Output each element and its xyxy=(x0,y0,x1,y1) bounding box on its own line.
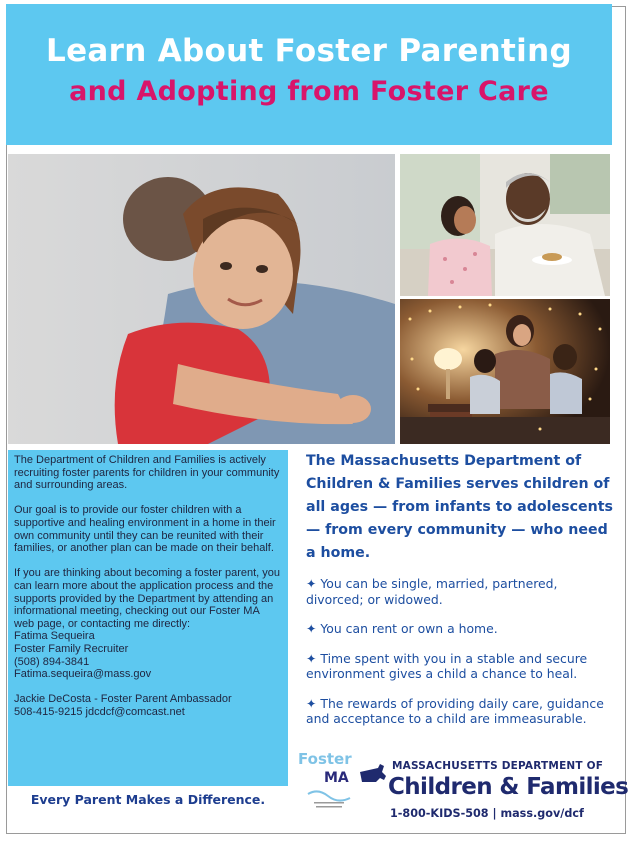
dcf-logo-state: MASSACHUSETTS DEPARTMENT OF xyxy=(392,760,604,772)
list-item xyxy=(306,651,614,682)
man-hugging-boy-photo xyxy=(8,154,395,444)
benefits-list xyxy=(306,576,614,741)
foster-ma-logo-mark-icon xyxy=(304,790,354,810)
bullet-text: The rewards of providing daily care, guidance and acceptance to a child are immeasurable. xyxy=(306,695,604,726)
info-paragraph-goal: Our goal is to provide our foster children with a supportive and healing environment in a home in their own community until they can be reunited with their families, or another plan can be made on their behalf. xyxy=(14,504,276,555)
headline-line-2: and Adopting from Foster Care xyxy=(69,76,549,107)
intro-statement: The Massachusetts Department of Children & Families serves children of all ages — from infants to adolescents — from every community — who need a home. xyxy=(306,453,613,561)
bullet-text: Time spent with you in a stable and secure environment gives a child a chance to heal. xyxy=(306,650,588,681)
info-paragraph-contact: If you are thinking about becoming a foster parent, you can learn more about the application process and the supports provided by the Department by attending an informational meeting, checking out our Foster MA web page, or contacting me directly: xyxy=(14,567,280,630)
foster-ma-logo-foster: Foster xyxy=(298,750,352,768)
foster-ma-logo-ma: MA xyxy=(324,770,349,786)
ambassador-line: Jackie DeCosta - Foster Parent Ambassador xyxy=(14,693,232,706)
foster-ma-logo xyxy=(298,748,356,826)
dcf-logo-name: Children & Families xyxy=(388,774,629,800)
mother-and-children-in-fort-photo xyxy=(400,299,610,444)
header-banner xyxy=(6,4,612,145)
contact-phone: (508) 894-3841 xyxy=(14,655,90,668)
bullet-text: You can rent or own a home. xyxy=(320,621,498,636)
list-item xyxy=(306,576,614,607)
info-box xyxy=(8,450,288,786)
sparkle-icon: ✦ xyxy=(306,621,317,636)
list-item xyxy=(306,621,614,637)
info-paragraph-recruiting: The Department of Children and Families is actively recruiting foster parents for children in your community and surrounding areas. xyxy=(14,454,280,492)
contact-name: Fatima Sequeira xyxy=(14,630,95,643)
sparkle-icon: ✦ xyxy=(306,576,317,591)
dcf-logo xyxy=(356,756,629,826)
contact-title: Foster Family Recruiter xyxy=(14,642,129,655)
list-item xyxy=(306,696,614,727)
sparkle-icon: ✦ xyxy=(306,695,317,711)
ambassador-contact: 508-415-9215 jdcdcf@comcast.net xyxy=(14,705,185,718)
headline-line-1: Learn About Foster Parenting xyxy=(46,33,572,69)
girl-with-grandfather-photo xyxy=(400,154,610,296)
massachusetts-map-icon xyxy=(358,760,388,794)
contact-email: Fatima.sequeira@mass.gov xyxy=(14,668,152,681)
sparkle-icon: ✦ xyxy=(306,650,317,666)
dcf-contact-line: 1-800-KIDS-508 | mass.gov/dcf xyxy=(390,807,584,820)
tagline: Every Parent Makes a Difference. xyxy=(30,792,266,807)
bullet-text: You can be single, married, partnered, divorced; or widowed. xyxy=(306,576,558,607)
